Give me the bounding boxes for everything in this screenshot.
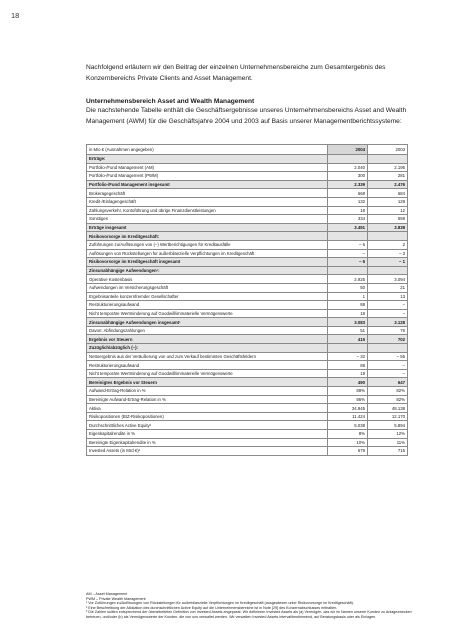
row-value-2003: 715 — [368, 447, 408, 456]
row-label: Invested Assets (in Mrd €)³ — [87, 447, 328, 456]
row-value-2003: 2 — [368, 240, 408, 249]
row-value-2004: 51 — [328, 326, 368, 335]
table-row — [87, 283, 408, 292]
page-number: 18 — [11, 11, 20, 20]
row-value-2004: 490 — [328, 378, 368, 387]
row-value-2003: 647 — [368, 378, 408, 387]
row-label: Erträge: — [87, 155, 328, 164]
row-value-2004: 132 — [328, 197, 368, 206]
row-value-2004: 5.038 — [328, 421, 368, 430]
row-label: Zuführungen zu/Auflösungen von (–) Wertberichtigungen für Kreditausfälle — [87, 240, 328, 249]
table-row — [87, 155, 408, 164]
row-value-2003: 21 — [368, 283, 408, 292]
row-value-2003: – 55 — [368, 352, 408, 361]
row-label: Nettoergebnis aus der Veräußerung von und zum Verkauf bestimmten Geschäftsfeldern — [87, 352, 328, 361]
row-label: Portfolio-/Fund Management (PWM) — [87, 172, 328, 181]
row-value-2003 — [368, 266, 408, 275]
row-value-2004: 1 — [328, 292, 368, 301]
footnote: ¹ Vor Zuführungen zu/Auflösungen von Rückstellungen für außerbilanzielle Verpflichtungen im Kreditgeschäft (ausgewiesen unter Risikovorsorge im Kreditgeschäft). — [86, 601, 354, 606]
row-value-2004: 300 — [328, 172, 368, 181]
row-value-2003 — [368, 155, 408, 164]
row-value-2003: 12.170 — [368, 412, 408, 421]
footnotes — [86, 592, 412, 620]
table-row — [87, 258, 408, 267]
table-row — [87, 232, 408, 241]
row-value-2004: 34.945 — [328, 404, 368, 413]
row-value-2003: 559 — [368, 215, 408, 224]
table-row — [87, 240, 408, 249]
table-row — [87, 447, 408, 456]
row-value-2003: 11% — [368, 438, 408, 447]
table-row — [87, 395, 408, 404]
row-label: Nicht temporäre Wertminderung auf Goodwill/immaterielle Vermögenswerte — [87, 369, 328, 378]
row-value-2003: – — [368, 301, 408, 310]
table-row — [87, 301, 408, 310]
row-value-2004: 86% — [328, 395, 368, 404]
row-value-2004 — [328, 344, 368, 353]
row-value-2004: 88 — [328, 361, 368, 370]
table-row — [87, 352, 408, 361]
row-value-2004 — [328, 266, 368, 275]
row-value-2003: – — [368, 369, 408, 378]
table-row — [87, 223, 408, 232]
row-value-2003: 82% — [368, 387, 408, 396]
table-row — [87, 326, 408, 335]
row-value-2004: 88 — [328, 301, 368, 310]
row-value-2004: – 6 — [328, 240, 368, 249]
row-label: Portfolio-/Fund Management (AM) — [87, 163, 328, 172]
row-value-2003: 3.838 — [368, 223, 408, 232]
row-value-2004: 2.925 — [328, 275, 368, 284]
row-value-2003: 3.094 — [368, 275, 408, 284]
table-header-2004: 2004 — [328, 145, 368, 155]
row-value-2004: 18 — [328, 206, 368, 215]
table-row — [87, 266, 408, 275]
row-label: Operative Kostenbasis — [87, 275, 328, 284]
row-label: Durchschnittliches Active Equity² — [87, 421, 328, 430]
row-value-2004: 3.083 — [328, 318, 368, 327]
row-label: Ergebnis vor Steuern — [87, 335, 328, 344]
row-value-2004: 88% — [328, 387, 368, 396]
row-label: Bereinigtes Ergebnis vor Steuern — [87, 378, 328, 387]
table-row — [87, 369, 408, 378]
footnote: ² Eine Beschreibung der Allokation des durchschnittlichen Active Equity auf die Unternehmensbereiche ist in Note [29] des Konzernabschlusses enthalten. — [86, 605, 338, 610]
row-value-2004 — [328, 155, 368, 164]
table-row — [87, 335, 408, 344]
row-label: Zinsunabhängige Aufwendungen¹: — [87, 266, 328, 275]
row-value-2004: 668 — [328, 189, 368, 198]
row-label: Restrukturierungsaufwand — [87, 301, 328, 310]
row-value-2004: – 6 — [328, 258, 368, 267]
row-value-2003: 82% — [368, 395, 408, 404]
row-value-2003: 702 — [368, 335, 408, 344]
row-value-2004: 679 — [328, 447, 368, 456]
footnote: PWM – Private Wealth Management — [86, 596, 146, 601]
row-label: Brokeragegeschäft — [87, 189, 328, 198]
table-row — [87, 361, 408, 370]
row-value-2004: 415 — [328, 335, 368, 344]
row-label: Davon: Abfindungszahlungen — [87, 326, 328, 335]
row-value-2004: – — [328, 249, 368, 258]
table-row — [87, 309, 408, 318]
row-label: Aktiva — [87, 404, 328, 413]
row-value-2003: 2.195 — [368, 163, 408, 172]
row-value-2003: 128 — [368, 197, 408, 206]
table-row — [87, 344, 408, 353]
row-label: Bereinigte Aufwand-Ertrag-Relation in % — [87, 395, 328, 404]
table-row — [87, 318, 408, 327]
row-value-2003: – 3 — [368, 249, 408, 258]
footnote: ³ Die Zahlen sollten entsprechend der überarbeiteten Definition von Invested Assets angepasst. Wir definieren Invested Assets als (a) Vermögen, das wir im Namen unserer Kunden zu Anlagezwecken betreuen, und/oder (b) als Vermögenswerte der Kunden, die von uns verwaltet werden. Wir verwalten Invested Assets intervallbestimmend, auf Beratungsbasis oder als Einlagen. — [86, 610, 412, 619]
table-row — [87, 197, 408, 206]
row-value-2003: 684 — [368, 189, 408, 198]
table-row — [87, 292, 408, 301]
table-row — [87, 378, 408, 387]
row-value-2004: 19 — [328, 369, 368, 378]
footnote: AM – Asset Management — [86, 592, 128, 596]
row-value-2003: 76 — [368, 326, 408, 335]
row-value-2004 — [328, 232, 368, 241]
row-label: Eigenkapitalrendite in % — [87, 430, 328, 439]
row-value-2003: – — [368, 361, 408, 370]
table-header-label: in Mio € (Ausnahmen angegeben) — [87, 145, 328, 155]
row-label: Risikovorsorge im Kreditgeschäft: — [87, 232, 328, 241]
table-header-row — [87, 145, 408, 155]
table-row — [87, 404, 408, 413]
row-label: Nicht temporäre Wertminderung auf Goodwill/immaterielle Vermögenswerte — [87, 309, 328, 318]
row-label: Bereinigte Eigenkapitalrendite in % — [87, 438, 328, 447]
row-value-2004: 19 — [328, 309, 368, 318]
row-label: Zinsunabhängige Aufwendungen insgesamt¹ — [87, 318, 328, 327]
table-row — [87, 387, 408, 396]
row-value-2003: – 1 — [368, 258, 408, 267]
row-label: Zahlungsverkehr, Kontoführung und übrige Finanzdienstleistungen — [87, 206, 328, 215]
row-value-2003: 3.128 — [368, 318, 408, 327]
row-value-2003: 281 — [368, 172, 408, 181]
row-value-2004: 3.491 — [328, 223, 368, 232]
table-row — [87, 249, 408, 258]
row-value-2004: 2.040 — [328, 163, 368, 172]
row-value-2003 — [368, 344, 408, 353]
section-title: Unternehmensbereich Asset and Wealth Management — [86, 98, 255, 105]
row-value-2003 — [368, 232, 408, 241]
table-row — [87, 430, 408, 439]
table-header-2003: 2003 — [368, 145, 408, 155]
row-label: Risikopositionen (BIZ-Risikopositionen) — [87, 412, 328, 421]
row-label: Risikovorsorge im Kreditgeschäft insgesamt — [87, 258, 328, 267]
row-label: Zuzüglich/abzüglich (–): — [87, 344, 328, 353]
row-label: Ergebnisanteile konzernfremder Gesellschafter — [87, 292, 328, 301]
row-value-2004: 2.339 — [328, 180, 368, 189]
row-value-2004: 10% — [328, 438, 368, 447]
row-value-2004: 11.424 — [328, 412, 368, 421]
row-label: Aufwendungen im Versicherungsgeschäft — [87, 283, 328, 292]
row-label: Portfolio-/Fund Management insgesamt — [87, 180, 328, 189]
table-row — [87, 206, 408, 215]
row-label: Erträge insgesamt — [87, 223, 328, 232]
table-row — [87, 215, 408, 224]
table-row — [87, 275, 408, 284]
table-row — [87, 189, 408, 198]
row-value-2004: 50 — [328, 283, 368, 292]
section-body: Die nachstehende Tabelle enthält die Geschäftsergebnisse unseres Unternehmensbereichs Asset and Wealth Management (AWM) für die Geschäftsjahre 2004 und 2003 auf Basis unserer Managementberichtssysteme: — [86, 107, 407, 125]
table-row — [87, 163, 408, 172]
table-row — [87, 412, 408, 421]
row-value-2004: – 32 — [328, 352, 368, 361]
row-value-2003: – — [368, 309, 408, 318]
row-label: Kredit-/Einlagengeschäft — [87, 197, 328, 206]
table-row — [87, 172, 408, 181]
financial-table — [86, 144, 408, 456]
table-row — [87, 180, 408, 189]
row-label: Auflösungen von Rückstellungen für außerbilanzielle Verpflichtungen im Kreditgeschäft — [87, 249, 328, 258]
intro-paragraph: Nachfolgend erläutern wir den Beitrag der einzelnen Unternehmensbereiche zum Gesamtergebnis des Konzernbereichs Private Clients and Asset Management. — [86, 64, 386, 82]
row-value-2003: 2.476 — [368, 180, 408, 189]
row-label: Restrukturierungsaufwand — [87, 361, 328, 370]
row-value-2003: 12% — [368, 430, 408, 439]
row-value-2003: 48.138 — [368, 404, 408, 413]
row-value-2003: 12 — [368, 206, 408, 215]
row-label: Sonstiges — [87, 215, 328, 224]
row-value-2004: 8% — [328, 430, 368, 439]
row-value-2003: 5.894 — [368, 421, 408, 430]
row-value-2004: 334 — [328, 215, 368, 224]
row-value-2003: 13 — [368, 292, 408, 301]
table-row — [87, 438, 408, 447]
table-row — [87, 421, 408, 430]
row-label: Aufwand-Ertrag-Relation in % — [87, 387, 328, 396]
